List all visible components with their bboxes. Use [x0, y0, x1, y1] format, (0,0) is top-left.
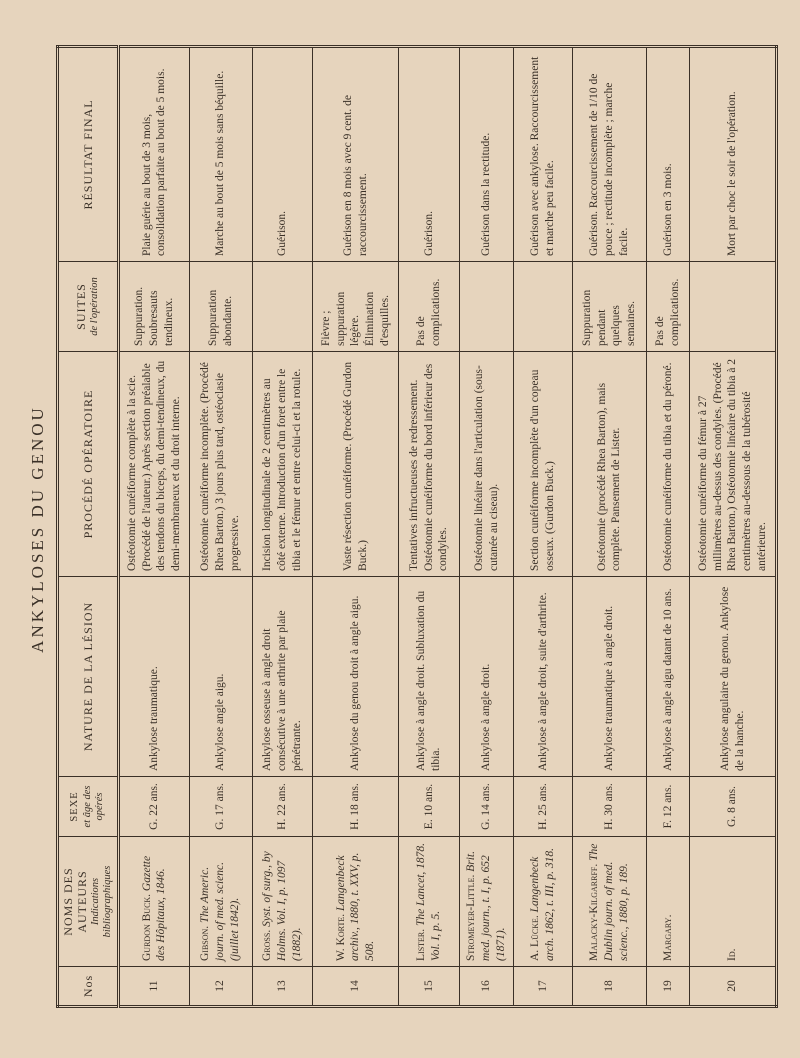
- row-nature: Ankylose à angle droit.: [459, 577, 513, 777]
- col-nature: NATURE DE LA LÉSION: [58, 577, 119, 777]
- col-num: Nos: [58, 967, 119, 1007]
- row-sex-age: G. 8 ans.: [690, 777, 777, 837]
- table-row: [189, 47, 252, 1007]
- author-reference: Langenbeck archiv., 1880, t. XXV, p. 508.: [334, 852, 377, 961]
- author-name: Gross.: [261, 929, 274, 961]
- row-sex-age: H. 30 ans.: [572, 777, 646, 837]
- col-result: RÉSULTAT FINAL: [58, 47, 119, 262]
- row-nature: Ankylose osseuse à angle droit consécutive à une arthrite par plaie pénétrante.: [252, 577, 313, 777]
- author-reference: Gazette des Hôpitaux, 1846.: [140, 855, 168, 961]
- row-result: Guérison en 3 mois.: [646, 47, 690, 262]
- row-nature: Ankylose à angle droit, suite d'arthrite.: [514, 577, 573, 777]
- row-author: [646, 837, 690, 967]
- author-reference: Syst. of surg., by Holms. Vol. I, p. 1097 (1882).: [261, 851, 303, 961]
- author-name: Lister.: [415, 928, 428, 961]
- table-row: [313, 47, 398, 1007]
- row-author: [118, 837, 189, 967]
- row-author: [252, 837, 313, 967]
- row-sex-age: H. 22 ans.: [252, 777, 313, 837]
- row-suites: [459, 262, 513, 352]
- row-number: 14: [313, 967, 398, 1007]
- col-suites: SUITES de l'opération: [58, 262, 119, 352]
- row-procedure: Ostéotomie cunéiforme incomplète. (Procédé Rhea Barton.) 3 jours plus tard, ostéoclasie progressive.: [189, 352, 252, 577]
- row-author: [398, 837, 459, 967]
- row-suites: Pas de complications.: [398, 262, 459, 352]
- row-number: 20: [690, 967, 777, 1007]
- row-suites: [514, 262, 573, 352]
- row-number: 11: [118, 967, 189, 1007]
- row-procedure: Ostéotomie (procédé Rhea Barton), mais complète. Pansement de Lister.: [572, 352, 646, 577]
- row-result: Mort par choc le soir de l'opération.: [690, 47, 777, 262]
- row-author: [189, 837, 252, 967]
- author-name: Stromeyer-Little.: [465, 874, 478, 961]
- row-sex-age: G. 17 ans.: [189, 777, 252, 837]
- row-number: 15: [398, 967, 459, 1007]
- row-sex-age: H. 18 ans.: [313, 777, 398, 837]
- author-reference: The Lancet, 1878. Vol. I, p. 5.: [415, 842, 442, 961]
- ankylosis-table: [56, 45, 778, 1008]
- row-nature: Ankylose à angle droit. Subluxation du tibia.: [398, 577, 459, 777]
- author-name: Gibson.: [199, 925, 212, 961]
- row-author: [313, 837, 398, 967]
- row-sex-age: G. 22 ans.: [118, 777, 189, 837]
- row-result: Guérison avec ankylose. Raccourcissement et marche peu facile.: [514, 47, 573, 262]
- author-reference: The Americ. journ. of med. scienc. (juillet 1842).: [199, 861, 241, 961]
- row-result: Guérison.: [398, 47, 459, 262]
- row-number: 17: [514, 967, 573, 1007]
- author-name: Malacky-Kilgarrff.: [588, 863, 601, 961]
- row-procedure: Tentatives infructueuses de redressement. Ostéotomie cunéiforme du bord inférieur des condyles.: [398, 352, 459, 577]
- row-sex-age: G. 14 ans.: [459, 777, 513, 837]
- row-nature: Ankylose traumatique.: [118, 577, 189, 777]
- row-sex-age: H. 25 ans.: [514, 777, 573, 837]
- row-author: [572, 837, 646, 967]
- table-header: [58, 47, 119, 1007]
- author-name: Margary.: [661, 914, 674, 961]
- row-suites: Suppuration pendant quelques semaines.: [572, 262, 646, 352]
- row-nature: Ankylose angle aigu.: [189, 577, 252, 777]
- row-number: 12: [189, 967, 252, 1007]
- col-procedure: PROCÉDÉ OPÉRATOIRE: [58, 352, 119, 577]
- row-procedure: Vaste résection cunéiforme. (Procédé Gurdon Buck.): [313, 352, 398, 577]
- row-result: Guérison. Raccourcissement de 1/10 de pouce ; rectitude incomplète ; marche facile.: [572, 47, 646, 262]
- author-name: A. Lücke.: [529, 915, 542, 961]
- row-procedure: Ostéotomie cunéiforme du tibia et du péroné.: [646, 352, 690, 577]
- row-number: 19: [646, 967, 690, 1007]
- row-author: [690, 837, 777, 967]
- row-suites: Suppuration abondante.: [189, 262, 252, 352]
- row-procedure: Ostéotomie cunéiforme du fémur à 27 millimètres au-dessus des condyles. (Procédé Rhea Barton.) Ostéotomie linéaire du tibia à 2 centimètres au-dessous de la tubérosité antérieure.: [690, 352, 777, 577]
- row-procedure: Incision longitudinale de 2 centimètres au côté externe. Introduction d'un foret entre le tibia et le fémur et entre celui-ci et la rotule.: [252, 352, 313, 577]
- row-nature: Ankylose traumatique à angle droit.: [572, 577, 646, 777]
- row-suites: Fièvre ; suppuration légère. Élimination d'esquilles.: [313, 262, 398, 352]
- author-reference: Langenbeck arch. 1862, t. III, p. 318.: [529, 848, 557, 961]
- row-result: Marche au bout de 5 mois sans béquille.: [189, 47, 252, 262]
- row-result: Guérison dans la rectitude.: [459, 47, 513, 262]
- author-name: W. Korte.: [334, 913, 347, 961]
- author-name: Id.: [726, 948, 739, 961]
- row-suites: Pas de complications.: [646, 262, 690, 352]
- page-title: ANKYLOSES DU GENOU: [28, 405, 47, 653]
- author-name: Gurdon Buck.: [140, 893, 153, 961]
- row-number: 16: [459, 967, 513, 1007]
- table-row: [646, 47, 690, 1007]
- table-row: [690, 47, 777, 1007]
- table-row: [398, 47, 459, 1007]
- row-result: Plaie guérie au bout de 3 mois, consolidation parfaite au bout de 5 mois.: [118, 47, 189, 262]
- row-author: [514, 837, 573, 967]
- row-suites: [690, 262, 777, 352]
- row-author: [459, 837, 513, 967]
- row-result: Guérison.: [252, 47, 313, 262]
- table-row: [118, 47, 189, 1007]
- row-sex-age: E. 10 ans.: [398, 777, 459, 837]
- row-procedure: Ostéotomie cunéiforme complète à la scie. (Procédé de l'auteur.) Après section préalable des tendons du biceps, du demi-tendineux, du demi-membraneux et du droit interne.: [118, 352, 189, 577]
- col-sex: SEXE et âge des opérés: [58, 777, 119, 837]
- row-sex-age: F. 12 ans.: [646, 777, 690, 837]
- row-procedure: Ostéotomie linéaire dans l'articulation (sous-cutanée au ciseau).: [459, 352, 513, 577]
- table-body: [118, 47, 776, 1007]
- author-reference: Brit. med. journ., t. I, p. 652 (1871).: [465, 851, 507, 961]
- row-result: Guérison en 8 mois avec 9 cent. de raccourcissement.: [313, 47, 398, 262]
- author-reference: The Dublin journ. of med. scienc., 1880, p. 189.: [588, 843, 630, 961]
- col-authors: NOMS DES AUTEURS Indications bibliographiques: [58, 837, 119, 967]
- table-row: [252, 47, 313, 1007]
- row-suites: [252, 262, 313, 352]
- table-row: [572, 47, 646, 1007]
- row-nature: Ankylose à angle aigu datant de 10 ans.: [646, 577, 690, 777]
- table-row: [459, 47, 513, 1007]
- row-number: 18: [572, 967, 646, 1007]
- row-suites: Suppuration. Soubresauts tendineux.: [118, 262, 189, 352]
- row-number: 13: [252, 967, 313, 1007]
- row-procedure: Section cunéiforme incomplète d'un copeau osseux. (Gurdon Buck.): [514, 352, 573, 577]
- row-nature: Ankylose du genou droit à angle aigu.: [313, 577, 398, 777]
- row-nature: Ankylose angulaire du genou. Ankylose de la hanche.: [690, 577, 777, 777]
- table-row: [514, 47, 573, 1007]
